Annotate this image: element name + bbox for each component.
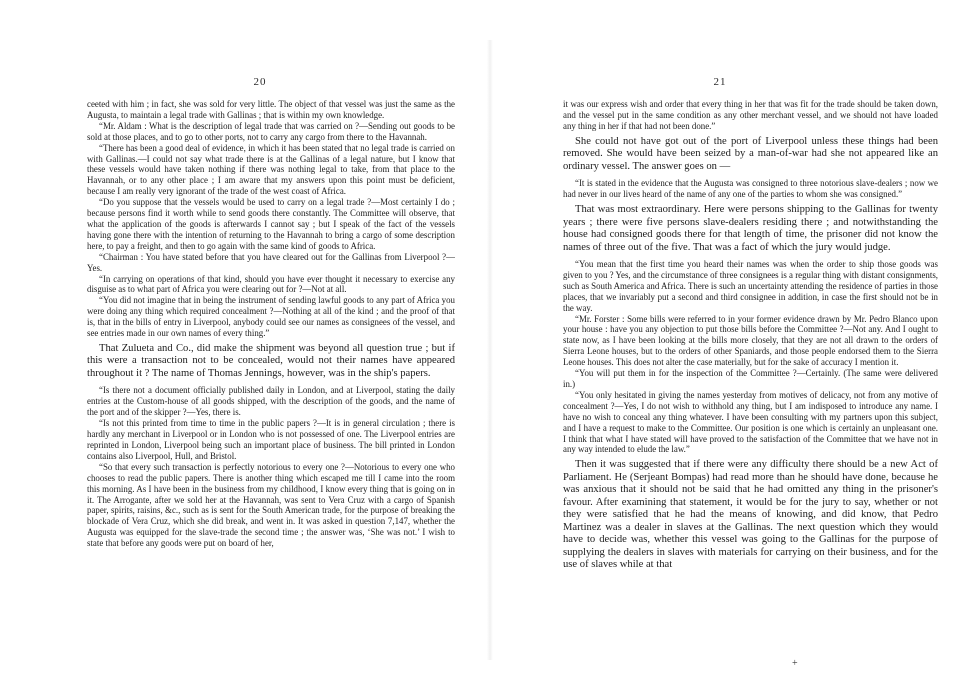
paragraph: “Chairman : You have stated before that you have cleared out for the Gallinas from Liverpool ?—Yes.: [87, 251, 455, 273]
paragraph: “Mr. Aldam : What is the description of legal trade that was carried on ?—Sending out goods to be sold at those places, and to go to other ports, not to carry any cargo from there to the Havannah.: [87, 120, 455, 142]
paragraph: “Is not this printed from time to time in the public papers ?—It is in general circulation ; there is hardly any merchant in Liverpool or in London who is not possessed of one. The Liverpool entries are reprinted in London, Liverpool being such an important place of business. The bill printed in London contains also Liverpool, Hull, and Bristol.: [87, 418, 455, 461]
paragraph: “You mean that the first time you heard their names was when the order to ship those goods was given to you ? Yes, and the circumstance of three consignees is a regular thing with distant consignments, such as South America and Africa. There is such an uncertainty attending the residence of parties in those places, that we invariably put a second and third consignee in addition, in case the first should not be in the way.: [563, 259, 938, 313]
narrative-paragraph: That was most extraordinary. Here were persons shipping to the Gallinas for twenty years ; there were five persons slave-dealers residing there ; and notwithstanding the house had consigned goods there for that length of time, the prisoner did not know the names of three out of the five. That was a fact of which the jury would judge.: [563, 204, 938, 253]
right-page: [490, 0, 980, 696]
paragraph: ceeted with him ; in fact, she was sold for very little. The object of that vessel was just the same as the Augusta, to maintain a legal trade with Gallinas ; that is within my own knowledge.: [87, 99, 455, 120]
paragraph: “You will put them in for the inspection of the Committee ?—Certainly. (The same were delivered in.): [563, 368, 938, 389]
paragraph: “You only hesitated in giving the names yesterday from motives of delicacy, not from any motive of concealment ?—Yes, I do not wish to withhold any thing, but I am indisposed to introduce any name. I have no wish to conceal any thing whatever. I have been consulting with my partners upon this subject, and I have a request to make to the Committee. Our position is one which is certainly an unpleasant one. I think that what I have stated will have proved to the satisfaction of the Committee that we have not in any way intended to elude the law.”: [563, 389, 938, 455]
paragraph: “Is there not a document officially published daily in London, and at Liverpool, stating the daily entries at the Custom-house of all goods shipped, with the description of the goods, and the name of the port and of the skipper ?—Yes, there is.: [87, 385, 455, 418]
narrative-paragraph: That Zulueta and Co., did make the shipment was beyond all question true ; but if this were a transaction not to be concealed, would not their names have appeared throughout it ? The name of Thomas Jennings, however, was in the ship's papers.: [87, 342, 455, 379]
paragraph: “It is stated in the evidence that the Augusta was consigned to three notorious slave-dealers ; now we had never in our lives heard of the name of any one of the parties to whom she was consigned.”: [563, 178, 938, 200]
paragraph: “There has been a good deal of evidence, in which it has been stated that no legal trade is carried on with Gallinas.—I could not say what trade there is at the Gallinas of a legal nature, but I know that these vessels would have taken nothing if there was nothing legal to take, from that place to the Havannah, or to any other place ; I am aware that my answers upon this point must be deficient, because I am really very ignorant of the trade of the west coast of Africa.: [87, 142, 455, 197]
narrative-paragraph: She could not have got out of the port of Liverpool unless these things had been removed. She would have been seized by a man-of-war had she not appeared like an ordinary vessel. The answer goes on —: [563, 135, 938, 172]
paragraph: it was our express wish and order that every thing in her that was fit for the trade should be taken down, and the vessel put in the same condition as any other merchant vessel, and we should not have loaded any thing in her if that had not been done.”: [563, 99, 938, 131]
paragraph: “Do you suppose that the vessels would be used to carry on a legal trade ?—Most certainly I do ; because persons find it worth while to send goods there constantly. The Committee will observe, that what the application of the goods is afterwards I cannot say ; but I speak of the fact of the vessels having gone there with the intention of returning to the Havannah to bring a cargo of some description here, to pay a freight, and then to go again with the same kind of goods to Africa.: [87, 197, 455, 251]
paragraph: “Mr. Forster : Some bills were referred to in your former evidence drawn by Mr. Pedro Blanco upon your house : have you any objection to put those bills before the Committee ?—Not any. And I ought to state now, as I have been looking at the bills more closely, that they are not all drawn to the orders of Sierra Leone houses, but to the orders of other Spaniards, and those people endorsed them to the Sierra Leone houses. This does not alter the case materially, but for the sake of accuracy I mention it.: [563, 313, 938, 368]
bottom-mark: +: [792, 658, 798, 669]
page-number-left: 20: [253, 76, 267, 88]
paragraph: “So that every such transaction is perfectly notorious to every one ?—Notorious to every one who chooses to read the public papers. There is another thing which escaped me till I came into the room this morning. As I have been in the business from my childhood, I know every thing that is going on in it. The Arrogante, after we sold her at the Havannah, was sent to Vera Cruz with a cargo of Spanish paper, spirits, raisins, &c., such as is sent for the South American trade, for the purpose of breaking the blockade of Vera Cruz, which she did break, and went in. It was asked in question 7,147, whether the Augusta was equipped for the slave-trade the second time ; the answer was, ‘She was not.’ I wish to state that before any goods were put on board of her,: [87, 461, 455, 549]
paragraph: “You did not imagine that in being the instrument of sending lawful goods to any part of Africa you were doing any thing which required concealment ?—Nothing at all of the kind ; and the proof of that is, that in the bills of entry in Liverpool, anybody could see our names as consignees of the vessel, and see entries made in our own names of every thing.”: [87, 295, 455, 339]
page-number-right: 21: [713, 76, 727, 88]
left-text-column: [87, 99, 455, 659]
right-text-column: [563, 99, 938, 671]
narrative-paragraph: Then it was suggested that if there were any difficulty there should be a new Act of Parliament. He (Serjeant Bompas) had read more than he should have done, because he was anxious that it should not be said that he had omitted any thing in the prisoner's favour. After examining that statement, it would be for the jury to say, whether or not they were satisfied that he had the means of knowing, and did know, that Pedro Martinez was a dealer in slaves at the Gallinas. The next question which they would have to decide was, whether this vessel was going to the Gallinas for the purpose of supplying the dealers in slaves with materials for carrying on their business, and for the use of slaves while at that: [563, 459, 938, 571]
paragraph: “In carrying on operations of that kind, should you have ever thought it necessary to exercise any disguise as to what part of Africa you were clearing out for ?—Not at all.: [87, 273, 455, 295]
